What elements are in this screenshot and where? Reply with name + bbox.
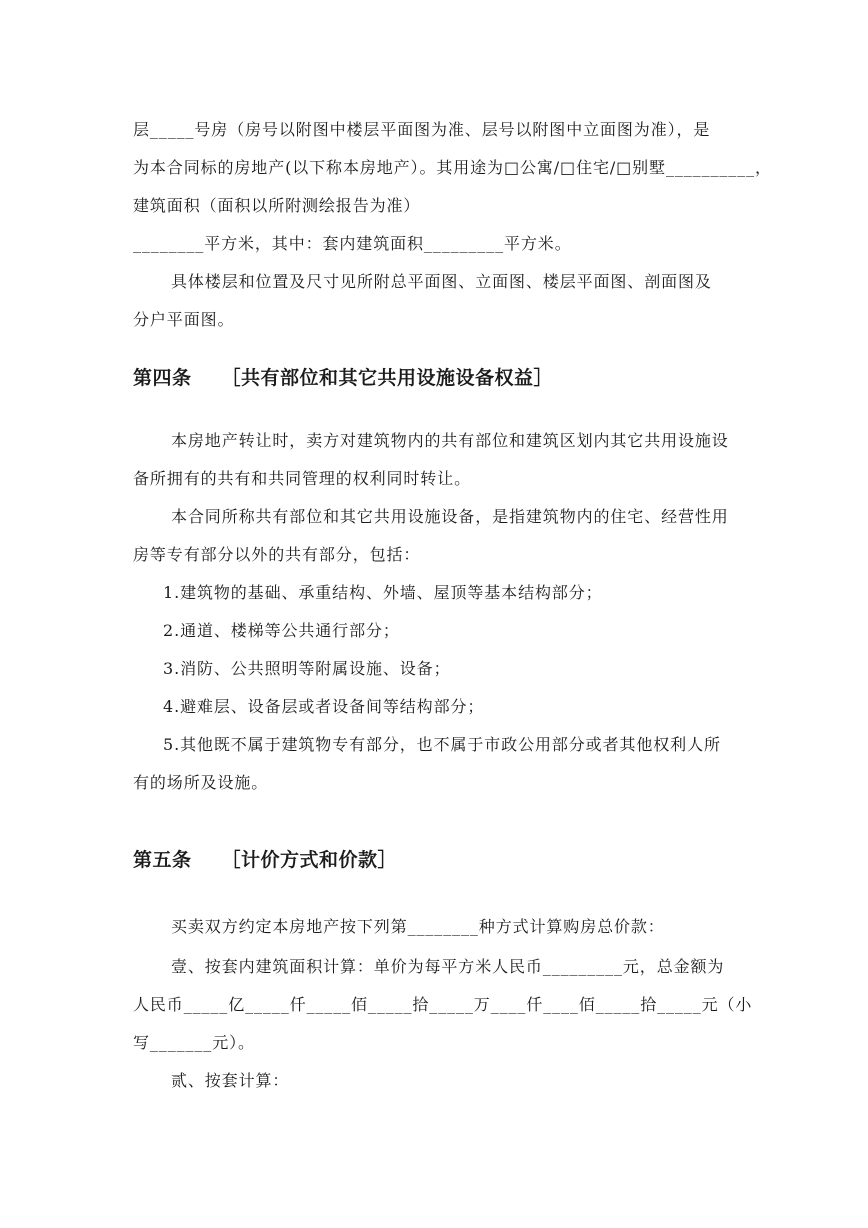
article-4-number: 第四条 [133, 367, 192, 389]
text-line: 备所拥有的共有和共同管理的权利同时转让。 [133, 469, 472, 488]
text-line: 为本合同标的房地产(以下称本房地产）。其用途为□公寓/□住宅/□别墅__________， [133, 158, 772, 177]
text-line: 贰、按套计算： [171, 1071, 290, 1090]
list-item: 2.通道、楼梯等公共通行部分； [163, 621, 400, 640]
article-5-number: 第五条 [133, 849, 192, 871]
list-item: 5.其他既不属于建筑物专有部分，也不属于市政公用部分或者其他权利人所 [163, 735, 721, 754]
text-line: 写_______元）。 [133, 1033, 255, 1052]
text-line: 层_____号房（房号以附图中楼层平面图为准、层号以附图中立面图为准），是 [133, 120, 711, 139]
list-item: 4.避难层、设备层或者设备间等结构部分； [163, 697, 485, 716]
text-line: 壹、按套内建筑面积计算：单价为每平方米人民币_________元，总金额为 [171, 957, 725, 976]
text-line: 具体楼层和位置及尺寸见所附总平面图、立面图、楼层平面图、剖面图及 [171, 272, 712, 291]
text-line: 建筑面积（面积以所附测绘报告为准） [133, 196, 421, 215]
text-line: 本房地产转让时，卖方对建筑物内的共有部位和建筑区划内其它共用设施设 [171, 431, 729, 450]
text-line: 本合同所称共有部位和其它共用设施设备，是指建筑物内的住宅、经营性用 [171, 507, 729, 526]
list-item: 3.消防、公共照明等附属设施、设备； [163, 659, 451, 678]
article-5-title: ［计价方式和价款］ [221, 849, 398, 871]
article-4-heading [133, 365, 793, 391]
text-line: 买卖双方约定本房地产按下列第________种方式计算购房总价款： [171, 917, 665, 936]
text-line: 人民币_____亿_____仟_____佰_____拾_____万____仟____佰_____拾_____元（小 [133, 995, 753, 1014]
list-item: 1.建筑物的基础、承重结构、外墙、屋顶等基本结构部分； [163, 583, 603, 602]
article-5-heading [133, 847, 793, 873]
text-line: ________平方米，其中：套内建筑面积_________平方米。 [133, 234, 572, 253]
text-line: 有的场所及设施。 [133, 773, 269, 792]
article-4-title: ［共有部位和其它共用设施设备权益］ [221, 367, 554, 389]
text-line: 分户平面图。 [133, 310, 235, 329]
text-line: 房等专有部分以外的共有部分，包括： [133, 545, 421, 564]
